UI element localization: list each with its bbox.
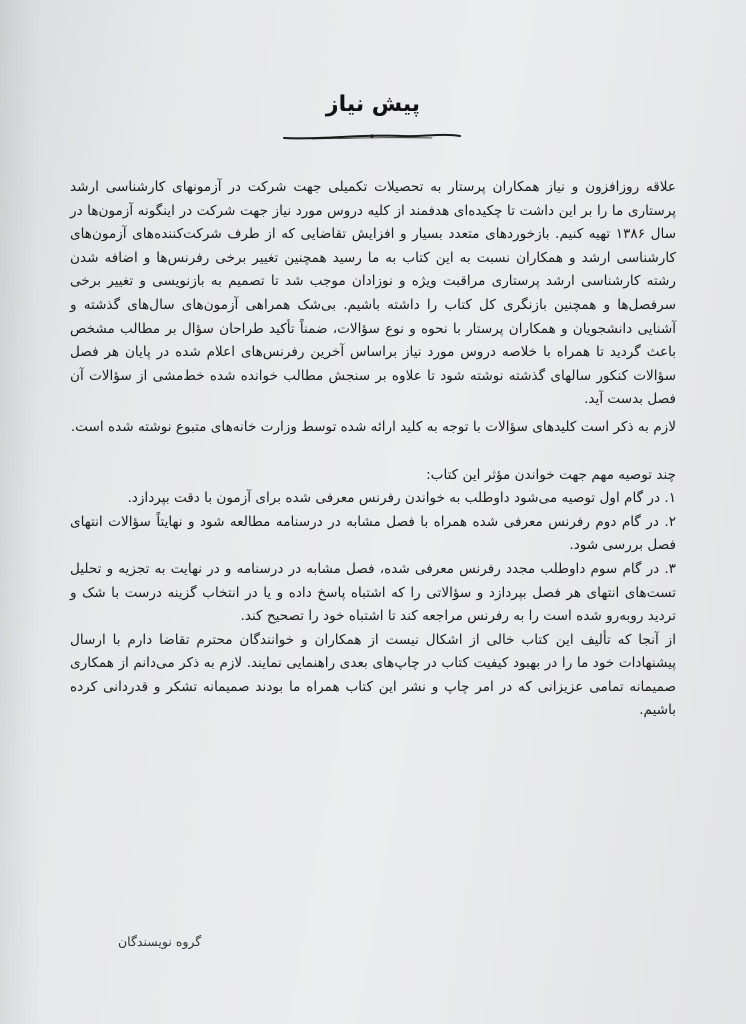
recommendation-item-1 bbox=[70, 487, 676, 511]
recommendation-item-3 bbox=[70, 558, 676, 629]
list-number: ۳. bbox=[664, 560, 676, 577]
list-number: ۲. bbox=[664, 513, 677, 530]
intro-paragraph: علاقه روزافزون و نیاز همکاران پرستار به تحصیلات تکمیلی جهت شرکت در آزمونهای کارشناسی ارشد پرستاری ما را بر این داشت تا چکیده‌ای هدفمند از کلیه دروس مورد نیاز جهت شرکت در اینگونه آزمون‌ها در سال ۱۳۸۶ تهیه کنیم. بازخوردهای متعدد بسیار و افزایش تقاضایی که از طرف شرکت‌کننده‌های آزمون‌های کارشناسی ارشد و همکاران نسبت به این کتاب به ما رسید همچنین تغییر برخی رفرنس‌ها و اضافه شدن رشته کارشناسی ارشد پرستاری مراقبت ویژه و نوزادان موجب شد تا تصمیم به بازنویسی و تغییر برخی سرفصل‌ها و همچنین بازنگری کل کتاب را داشته باشیم. بی‌شک همراهی آزمون‌های سال‌های گذشته و آشنایی دانشجویان و همکاران پرستار با نحوه و نوع سؤالات، ضمناً تأکید طراحان سؤال بر مطالب مشخص باعث گردید تا همراه با خلاصه دروس مورد نیاز براساس آخرین رفرنس‌های اعلام شده در پایان هر فصل سؤالات کنکور سالهای گذشته نوشته شود تا علاوه بر سنجش مطالب خوانده شده خط‌مشی از سؤالات آن فصل بدست آید. bbox=[70, 179, 676, 408]
list-number: ۱. bbox=[664, 490, 676, 507]
body-text bbox=[70, 176, 676, 723]
recommendations-heading: چند توصیه مهم جهت خواندن مؤثر این کتاب: bbox=[426, 466, 676, 483]
recommendation-item-2 bbox=[70, 511, 676, 558]
page-title: پیش نیاز bbox=[325, 92, 421, 117]
title-underline-ornament bbox=[282, 130, 462, 144]
list-item-text: در گام اول توصیه می‌شود داوطلب به خواندن رفرنس معرفی شده برای آزمون با دقت بپردازد. bbox=[127, 490, 661, 507]
answer-keys-note: لازم به ذکر است کلیدهای سؤالات با توجه به کلید ارائه شده توسط وزارت خانه‌های متبوع نوشته شده است. bbox=[70, 418, 676, 435]
list-item-text: در گام دوم رفرنس معرفی شده همراه با فصل مشابه در درسنامه مطالعه شود و نهایتاً سؤالات انتهای فصل بررسی شود. bbox=[70, 513, 676, 554]
page-binding-shadow bbox=[0, 0, 40, 1024]
closing-paragraph: از آنجا که تألیف این کتاب خالی از اشکال نیست از همکاران و خوانندگان محترم تقاضا دارم با ارسال پیشنهادات خود ما را در بهبود کیفیت کتاب در چاپ‌های بعدی راهنمایی نمایند. لازم به ذکر می‌دانم از همکاری صمیمانه تمامی عزیزانی که در امر چاپ و نشر این کتاب همراه ما بودند صمیمانه تشکر و قدردانی کرده باشیم. bbox=[70, 631, 676, 719]
list-item-text: در گام سوم داوطلب مجدد رفرنس معرفی شده، فصل مشابه در درسنامه و در نهایت به تجزیه و تحلیل تست‌های انتهای هر فصل بپردازد و سؤالاتی را که اشتباه پاسخ داده و یا در انتخاب گزینه درست با شک و تردید روبه‌رو شده است را به رفرنس مراجعه کند تا اشتباه خود را تصحیح کند. bbox=[70, 560, 676, 625]
authors-signature: گروه نویسندگان bbox=[118, 934, 202, 949]
